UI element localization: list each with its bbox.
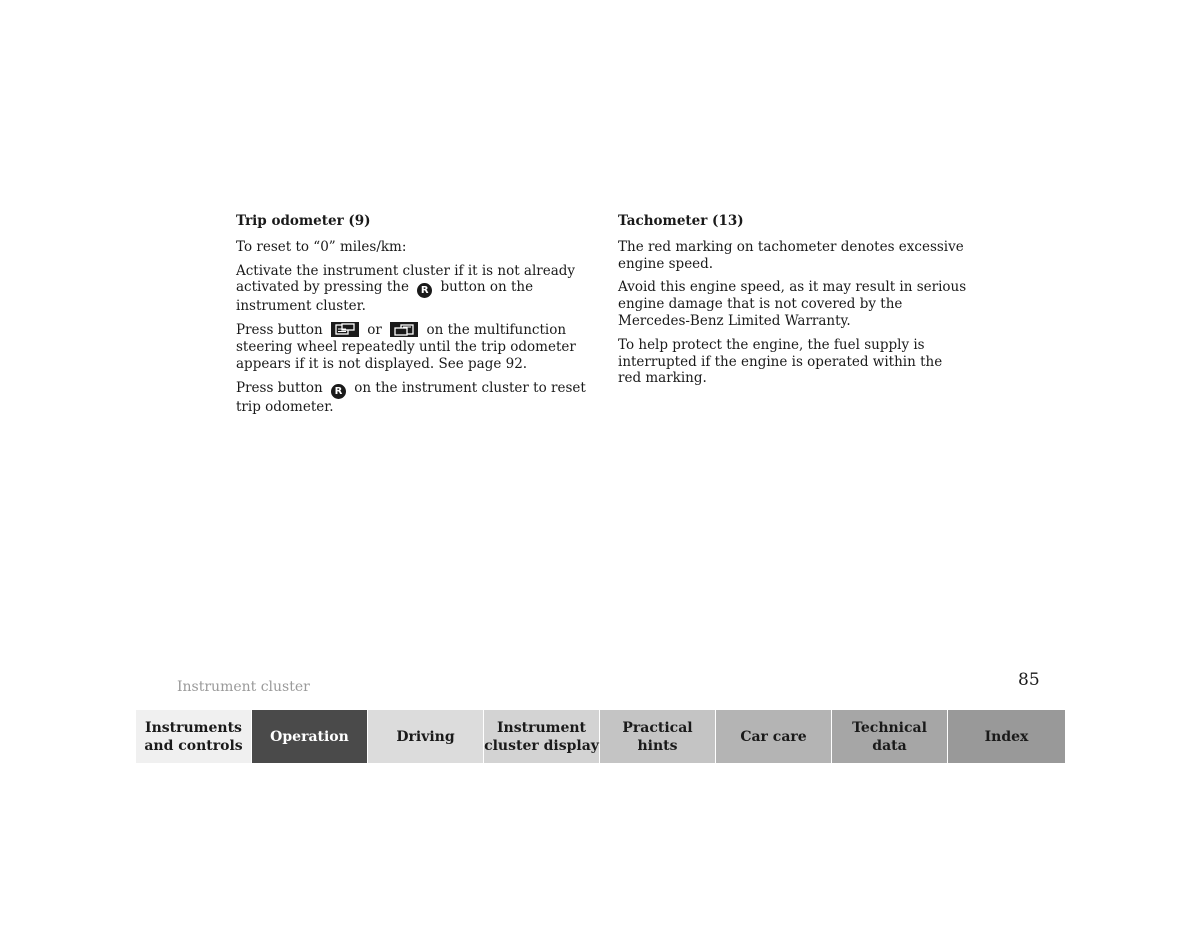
activate-text-a: Activate the instrument cluster if it is not already activated by pressing the [236, 262, 576, 296]
reset-text-b: on the instrument cluster to reset trip odometer. [236, 379, 586, 415]
activate-text-b: button on the instrument cluster. [236, 279, 534, 315]
tab-label-line1: Practical hints [622, 719, 693, 754]
tab-instruments-and-controls[interactable] [136, 710, 252, 763]
display-next-button-icon [331, 322, 359, 337]
tab-label-line2: and controls [144, 737, 243, 754]
trip-odometer-heading: Trip odometer (9) [236, 213, 371, 229]
tab-label-line1: Operation [270, 728, 349, 745]
tachometer-para-3: To help protect the engine, the fuel supply is interrupted if the engine is operated within the red marking. [618, 336, 943, 387]
tab-index[interactable] [948, 710, 1065, 763]
tab-label-line1: Car care [740, 728, 807, 745]
chapter-navigation [136, 710, 1065, 763]
press-display-instruction [236, 322, 586, 372]
tachometer-para-1: The red marking on tachometer denotes excessive engine speed. [618, 238, 964, 272]
press-text-or: or [367, 322, 382, 339]
tab-practical-hints[interactable] [600, 710, 716, 763]
tachometer-heading: Tachometer (13) [618, 213, 744, 229]
tab-technical-data[interactable] [832, 710, 948, 763]
tab-label-line1: Instruments [145, 719, 242, 736]
reset-button-icon: R [417, 283, 432, 298]
reset-text-a: Press button [236, 379, 323, 396]
tab-instrument-cluster-display[interactable] [484, 710, 600, 763]
tab-label-line1: Driving [396, 728, 455, 745]
press-text-b: on the multifunction steering wheel repeatedly until the trip odometer appears if it is not displayed. See page 92. [236, 322, 576, 372]
reset-button-icon: R [331, 384, 346, 399]
reset-trip-instruction [236, 380, 586, 416]
tab-driving[interactable] [368, 710, 484, 763]
reset-instruction: To reset to “0” miles/km: [236, 238, 407, 255]
tab-operation[interactable] [252, 710, 368, 763]
press-text-a: Press button [236, 322, 323, 339]
activate-instruction [236, 263, 586, 316]
display-previous-button-icon [390, 322, 418, 337]
tachometer-para-2: Avoid this engine speed, as it may result in serious engine damage that is not covered by the Mercedes-Benz Limited Warranty. [618, 279, 967, 329]
page-number: 85 [1018, 670, 1040, 690]
tab-car-care[interactable] [716, 710, 832, 763]
tab-label-line2: data [872, 737, 907, 754]
tab-label-line1: Index [984, 728, 1029, 745]
tab-label-line1: Instrument [497, 719, 586, 736]
right-column [618, 213, 968, 394]
tab-label-line1: Technical [852, 719, 927, 736]
tab-label-line2: cluster display [484, 737, 599, 754]
section-label: Instrument cluster [177, 679, 310, 695]
left-column [236, 213, 586, 422]
